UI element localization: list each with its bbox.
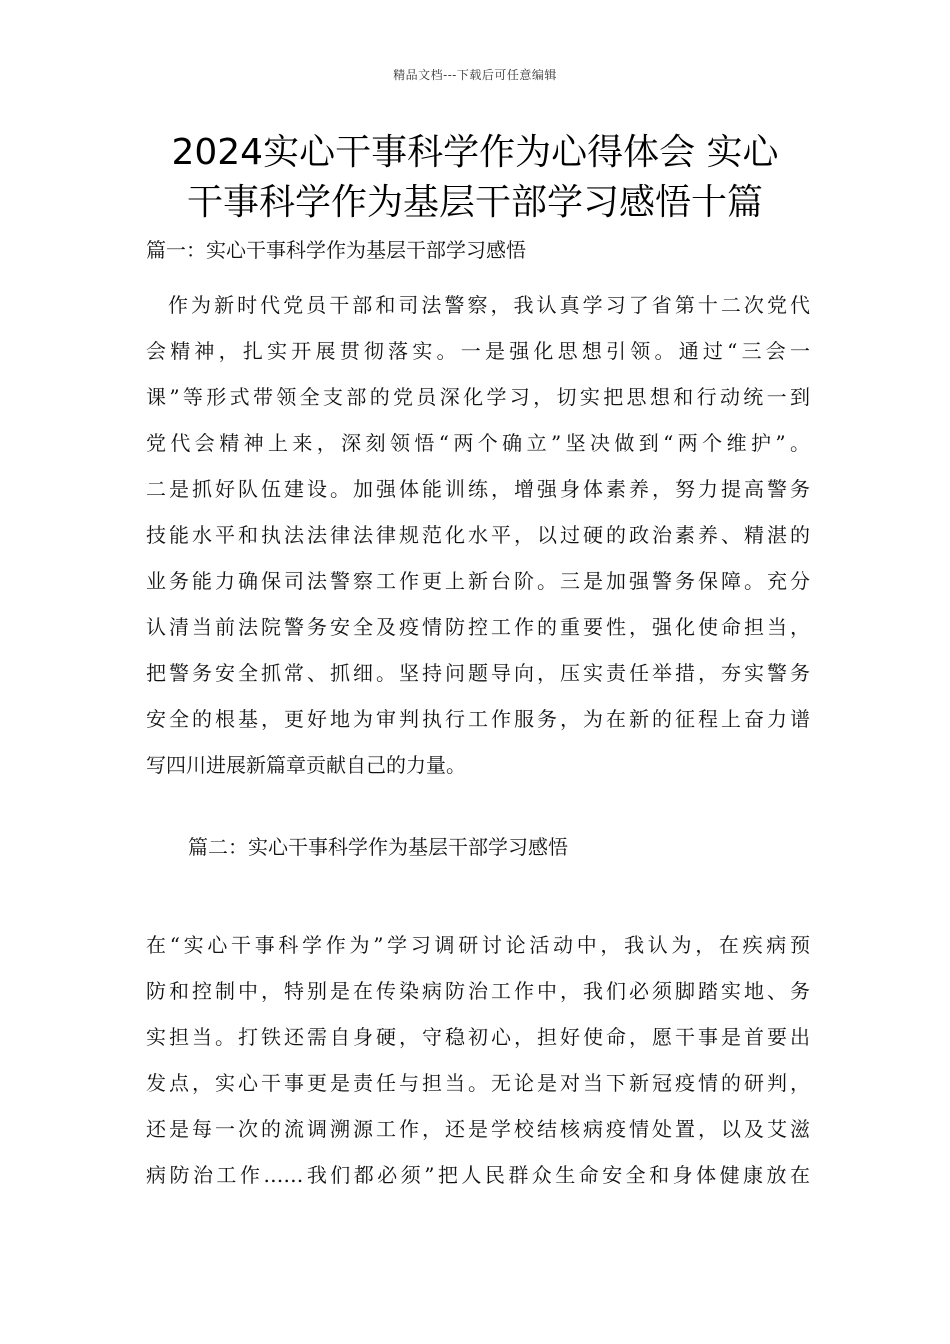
title-line-2: 干事科学作为基层干部学习感悟十篇	[186, 182, 763, 223]
section-2-paragraph	[146, 922, 810, 1198]
section-2-heading: 篇二：实心干事科学作为基层干部学习感悟	[188, 835, 568, 859]
paragraph-line: 二是抓好队伍建设。加强体能训练，增强身体素养，努力提高警务	[146, 477, 810, 501]
title-line-1: 2024实心干事科学作为心得体会 实心	[171, 132, 779, 173]
paragraph-line: 会精神，扎实开展贯彻落实。一是强化思想引领。通过“三会一	[146, 339, 810, 363]
paragraph-line: 课”等形式带领全支部的党员深化学习，切实把思想和行动统一到	[146, 385, 810, 409]
paragraph-line: 党代会精神上来，深刻领悟“两个确立”坚决做到“两个维护”。	[146, 431, 810, 455]
paragraph-line: 防和控制中，特别是在传染病防治工作中，我们必须脚踏实地、务	[146, 979, 810, 1003]
section-1-heading: 篇一：实心干事科学作为基层干部学习感悟	[146, 238, 526, 262]
paragraph-line: 实担当。打铁还需自身硬，守稳初心，担好使命，愿干事是首要出	[146, 1025, 810, 1049]
paragraph-line: 在“实心干事科学作为”学习调研讨论活动中，我认为，在疾病预	[146, 933, 810, 957]
header-note: 精品文档---下载后可任意编辑	[393, 68, 557, 82]
paragraph-line: 技能水平和执法法律法律规范化水平，以过硬的政治素养、精湛的	[146, 523, 810, 547]
paragraph-line: 认清当前法院警务安全及疫情防控工作的重要性，强化使命担当，	[146, 615, 810, 639]
paragraph-line: 业务能力确保司法警察工作更上新台阶。三是加强警务保障。充分	[146, 569, 810, 593]
paragraph-line: 写四川进展新篇章贡献自己的力量。	[146, 753, 466, 777]
section-1-paragraph	[146, 282, 810, 788]
paragraph-line: 安全的根基，更好地为审判执行工作服务，为在新的征程上奋力谱	[146, 707, 810, 731]
paragraph-line: 还是每一次的流调溯源工作，还是学校结核病疫情处置，以及艾滋	[146, 1117, 810, 1141]
paragraph-line: 病防治工作……我们都必须”把人民群众生命安全和身体健康放在	[146, 1163, 810, 1187]
paragraph-line: 发点，实心干事更是责任与担当。无论是对当下新冠疫情的研判，	[146, 1071, 810, 1095]
document-title	[130, 128, 820, 228]
paragraph-line: 作为新时代党员干部和司法警察，我认真学习了省第十二次党代	[168, 293, 810, 317]
paragraph-line: 把警务安全抓常、抓细。坚持问题导向，压实责任举措，夯实警务	[146, 661, 810, 685]
